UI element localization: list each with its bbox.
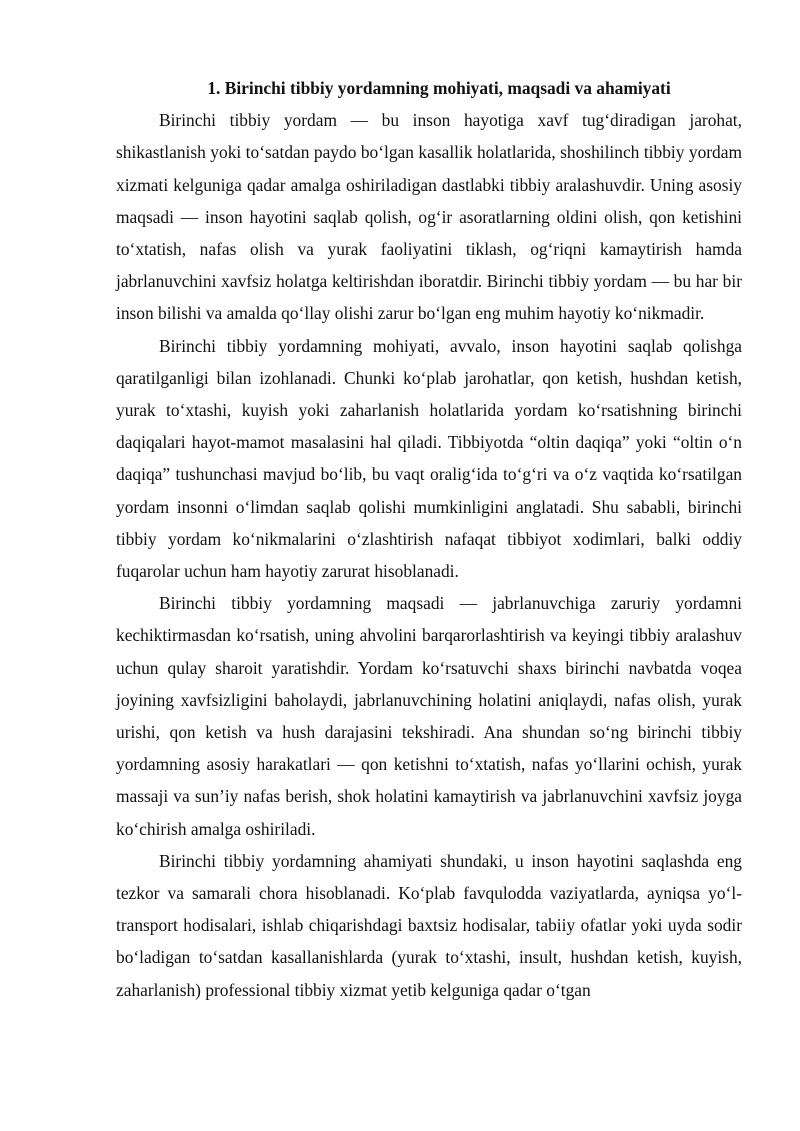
paragraph-purpose: Birinchi tibbiy yordamning maqsadi — jabrlanuvchiga zaruriy yordamni kechiktirmasdan ko‘rsatish, uning ahvolini barqarorlashtirish va keyingi tibbiy aralashuv uchun qulay sharoit yaratishdir. Yordam ko‘rsatuvchi shaxs birinchi navbatda voqea joyining xavfsizligini baholaydi, jabrlanuvchining holatini aniqlaydi, nafas olish, yurak urishi, qon ketish va hush darajasini tekshiradi. Ana shundan so‘ng birinchi tibbiy yordamning asosiy harakatlari — qon ketishni to‘xtatish, nafas yo‘llarini ochish, yurak massaji va sun’iy nafas berish, shok holatini kamaytirish va jabrlanuvchini xavfsiz joyga ko‘chirish amalga oshiriladi.: [116, 593, 742, 839]
paragraph-importance: Birinchi tibbiy yordamning ahamiyati shundaki, u inson hayotini saqlashda eng tezkor va samarali chora hisoblanadi. Ko‘plab favqulodda vaziyatlarda, ayniqsa yo‘l-transport hodisalari, ishlab chiqarishdagi baxtsiz hodisalar, tabiiy ofatlar yoki uyda sodir bo‘ladigan to‘satdan kasallanishlarda (yurak to‘xtashi, insult, hushdan ketish, kuyish, zaharlanish) professional tibbiy xizmat yetib kelguniga qadar o‘tgan: [116, 850, 742, 1000]
paragraph-definition: Birinchi tibbiy yordam — bu inson hayotiga xavf tug‘diradigan jarohat, shikastlanish yoki to‘satdan paydo bo‘lgan kasallik holatlarida, shoshilinch tibbiy yordam xizmati kelguniga qadar amalga oshiriladigan dastlabki tibbiy aralashuvdir. Uning asosiy maqsadi — inson hayotini saqlab qolish, og‘ir asoratlarning oldini olish, qon ketishini to‘xtatish, nafas olish va yurak faoliyatini tiklash, og‘riqni kamaytirish hamda jabrlanuvchini xavfsiz holatga keltirishdan iboratdir. Birinchi tibbiy yordam — bu har bir inson bilishi va amalda qo‘llay olishi zarur bo‘lgan eng muhim hayotiy ko‘nikmadir.: [116, 110, 742, 324]
document-page: [116, 72, 742, 1006]
section-heading: 1. Birinchi tibbiy yordamning mohiyati, maqsadi va ahamiyati: [207, 78, 671, 98]
paragraph-essence: Birinchi tibbiy yordamning mohiyati, avvalo, inson hayotini saqlab qolishga qaratilganligi bilan izohlanadi. Chunki ko‘plab jarohatlar, qon ketish, hushdan ketish, yurak to‘xtashi, kuyish yoki zaharlanish holatlarida yordam ko‘rsatishning birinchi daqiqalari hayot-mamot masalasini hal qiladi. Tibbiyotda “oltin daqiqa” yoki “oltin o‘n daqiqa” tushunchasi mavjud bo‘lib, bu vaqt oralig‘ida to‘g‘ri va o‘z vaqtida ko‘rsatilgan yordam insonni o‘limdan saqlab qolishi mumkinligini anglatadi. Shu sababli, birinchi tibbiy yordam ko‘nikmalarini o‘zlashtirish nafaqat tibbiyot xodimlari, balki oddiy fuqarolar uchun ham hayotiy zarurat hisoblanadi.: [116, 335, 742, 582]
